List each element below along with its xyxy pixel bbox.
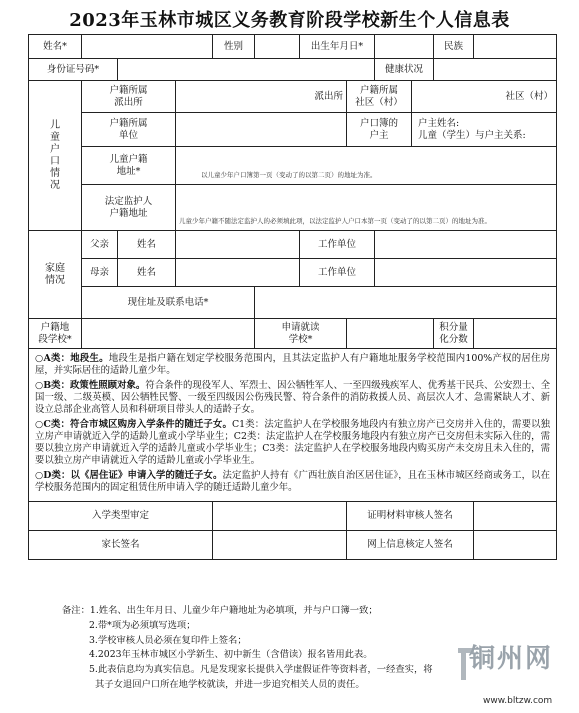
address-phone-label: 现住址及联系电话* xyxy=(82,287,255,319)
watermark-url: www.bltzw.com xyxy=(483,696,553,706)
label-line: 户籍地址 xyxy=(109,207,148,219)
category-heading: ○A类：地段生。 xyxy=(35,353,109,364)
district-school-field[interactable] xyxy=(82,319,255,349)
note-item: 3.学校审核人员必须在复印件上签名； xyxy=(89,634,247,646)
watermark xyxy=(455,638,575,708)
health-label: 健康状况 xyxy=(375,59,434,81)
household-unit-field[interactable] xyxy=(176,113,347,147)
category-text: C1类：法定监护人在学校服务地段内有独立房产已交房并入住的，需要以独立房产申请就近入学的适龄儿童或小学毕业生；C2类：法定监护人在学校服务地段内有独立房产已交房但未实际入住的，需要以独立房产申请就近入学的适龄儿童或小学毕业生；C3类：法定监护人在学校服务地段内购买房产未交房且未入住的，需要以独立房产申请就近入学的适龄儿童或小学毕业生。 xyxy=(35,419,551,466)
community-field[interactable] xyxy=(412,81,557,113)
section-char: 口 xyxy=(50,155,60,167)
guardian-address-label xyxy=(82,185,176,231)
name-field[interactable] xyxy=(82,35,213,59)
parent-sign-field[interactable] xyxy=(213,531,347,560)
label-line: 户口簿的 xyxy=(360,117,399,129)
section-char: 儿 xyxy=(50,119,60,131)
label-line: 情况 xyxy=(45,274,65,286)
father-work-field[interactable] xyxy=(375,231,557,259)
label-line: 申请就读 xyxy=(281,321,320,333)
apply-school-label xyxy=(255,319,347,349)
head-relation-label: 儿童（学生）与户主关系: xyxy=(418,129,526,141)
head-name-label: 户主姓名: xyxy=(418,117,460,129)
label-line: 化分数 xyxy=(439,333,468,345)
category-text: 法定监护人持有《广西壮族自治区居住证》，且在玉林市城区经商或务工，以在学校服务范围内的固定租赁住所申请入学的随迁适龄儿童少年。 xyxy=(35,470,551,493)
field-suffix: 社区（村） xyxy=(505,90,554,102)
mother-work-field[interactable] xyxy=(375,259,557,287)
household-unit-label xyxy=(82,113,176,147)
form-title: 2023年玉林市城区义务教育阶段学校新生个人信息表 xyxy=(69,10,510,31)
entry-type-field[interactable] xyxy=(213,502,347,531)
birth-field[interactable] xyxy=(375,35,434,59)
note-item xyxy=(62,604,562,619)
birth-label: 出生年月日* xyxy=(300,35,375,59)
child-address-label xyxy=(82,147,176,185)
section-char: 户 xyxy=(50,143,60,155)
watermark-text: 铜州网 xyxy=(469,644,554,674)
category-heading: ○C类：符合市城区购房入学条件的随迁子女。 xyxy=(35,419,232,430)
district-school-label xyxy=(29,319,82,349)
address-phone-field[interactable] xyxy=(255,287,557,319)
note-item: 其子女退回户口所在地学校就读，并进一步追究相关人员的责任。 xyxy=(95,678,365,690)
label-line: 户籍地 xyxy=(40,321,70,333)
category-d[interactable] xyxy=(35,470,550,494)
apply-school-field[interactable] xyxy=(347,319,434,349)
father-label: 父亲 xyxy=(82,231,118,259)
household-head-label xyxy=(347,113,412,147)
category-text: 符合条件的现役军人、军烈士、因公牺牲军人、一至四级残疾军人、优秀基干民兵、公安烈士、全国一级、二级英模、因公牺牲民警、一级至四级因公伤残民警、符合条件的消防救援人员、高层次人才、急需紧缺人才、新设立总部企业高管人员和科研项目带头人的适龄子女。 xyxy=(35,380,551,415)
label-line: 法定监护人 xyxy=(104,195,153,207)
household-head-field[interactable] xyxy=(412,113,557,147)
mother-label: 母亲 xyxy=(82,259,118,287)
label-line: 派出所 xyxy=(114,96,143,108)
father-name-field[interactable] xyxy=(176,231,300,259)
label-line: 学校* xyxy=(288,333,313,345)
label-line: 儿童户籍 xyxy=(109,153,148,165)
score-field[interactable] xyxy=(474,319,557,349)
field-suffix: 派出所 xyxy=(314,90,344,102)
label-line: 户主 xyxy=(369,129,389,141)
id-number-label: 身份证号码* xyxy=(29,59,118,81)
child-address-field[interactable] xyxy=(176,147,557,185)
ethnicity-field[interactable] xyxy=(474,35,557,59)
section-char: 童 xyxy=(50,131,60,143)
label-line: 单位 xyxy=(118,129,138,141)
section-char: 情 xyxy=(50,167,60,179)
parent-sign-label: 家长签名 xyxy=(29,531,213,560)
online-reviewer-label: 网上信息核定人签名 xyxy=(347,531,474,560)
note-item: 4.2023年玉林市城区小学新生、初中新生（含借读）报名皆用此表。 xyxy=(89,649,373,661)
category-a[interactable] xyxy=(35,353,550,377)
note-text: 1.姓名、出生年月日、儿童少年户籍地址为必填项，并与户口簿一致； xyxy=(89,605,378,616)
admission-categories xyxy=(29,349,557,502)
category-heading: ○D类：以《居住证》申请入学的随迁子女。 xyxy=(35,470,223,481)
entry-type-label: 入学类型审定 xyxy=(29,502,213,531)
guardian-address-note: 儿童少年户籍不随法定监护人的必须填此项，以法定监护人户口本第一页（变动了的以第二页）的地址为准。 xyxy=(179,217,491,225)
online-reviewer-field[interactable] xyxy=(474,531,557,560)
proof-reviewer-label: 证明材料审核人签名 xyxy=(347,502,474,531)
category-heading: ○B类：政策性照顾对象。 xyxy=(35,380,146,391)
note-item: 5.此表信息均为真实信息。凡是发现家长提供入学虚假证件等资料者，一经查实，将 xyxy=(89,664,433,676)
father-name-label: 姓名 xyxy=(118,231,176,259)
ethnicity-label: 民族 xyxy=(434,35,474,59)
label-line: 户籍所属 xyxy=(109,117,148,129)
proof-reviewer-field[interactable] xyxy=(474,502,557,531)
child-address-note: 以儿童少年户口簿第一页（变动了的以第二页）的地址为准。 xyxy=(201,171,377,179)
guardian-address-field[interactable] xyxy=(176,185,557,231)
category-c[interactable] xyxy=(35,419,550,467)
notes-label: 备注： xyxy=(62,605,90,616)
label-line: 家庭 xyxy=(45,262,65,274)
health-field[interactable] xyxy=(434,59,557,81)
mother-name-label: 姓名 xyxy=(118,259,176,287)
info-form-table xyxy=(28,34,557,560)
label-line: 社区（村） xyxy=(355,96,403,108)
section-char: 况 xyxy=(50,179,60,191)
label-line: 段学校* xyxy=(38,333,72,345)
id-number-field[interactable] xyxy=(118,59,375,81)
label-line: 户籍所属 xyxy=(360,84,399,96)
category-b[interactable] xyxy=(35,380,550,416)
gender-field[interactable] xyxy=(255,35,300,59)
police-station-label xyxy=(82,81,176,113)
note-item: 2.带*项为必须填写选项； xyxy=(89,619,196,631)
name-label: 姓名* xyxy=(29,35,82,59)
child-household-section-label xyxy=(29,81,82,231)
score-label xyxy=(434,319,474,349)
label-line: 地址* xyxy=(116,165,141,177)
label-line: 积分量 xyxy=(439,321,468,333)
label-line: 户籍所属 xyxy=(109,84,148,96)
community-label xyxy=(347,81,412,113)
gender-label: 性别 xyxy=(213,35,255,59)
mother-work-label: 工作单位 xyxy=(300,259,375,287)
category-text: 地段生是指户籍在划定学校服务范围内，且其法定监护人有户籍地址服务学校范围内100%产权的居住房屋，并实际居住的适龄儿童少年。 xyxy=(35,353,551,376)
family-section-label xyxy=(29,231,82,319)
mother-name-field[interactable] xyxy=(176,259,300,287)
father-work-label: 工作单位 xyxy=(300,231,375,259)
police-station-field[interactable] xyxy=(176,81,347,113)
